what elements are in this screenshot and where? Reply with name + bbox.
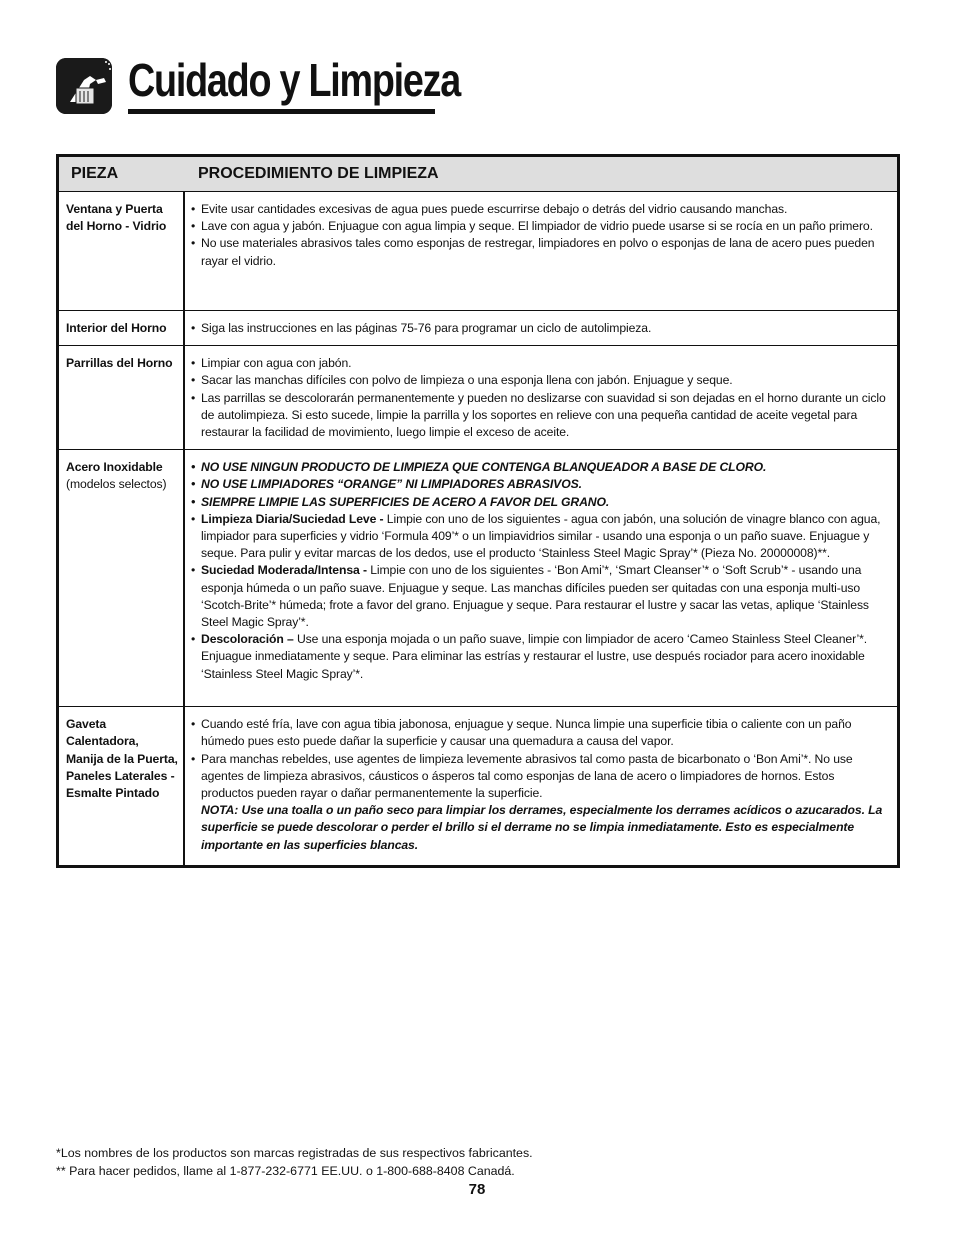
procedure-text: Limpie con uno de los siguientes - ‘Bon Ami’*, ‘Smart Cleanser’* o ‘Soft Scrub’* - usando una esponja húmeda o un paño suave. Enjuague y seque. Las manchas difíciles pueden ser quitadas con una esponja multi-uso ‘Scotch-Brite’* húmeda; frote a favor del grano. Enjuague y seque. Para restaurar el lustre y sacar las vetas, aplique ‘Stainless Steel Magic Spray’*. [201, 563, 869, 630]
procedure-item: • Lave con agua y jabón. Enjuague con agua limpia y seque. El limpiador de vidrio puede usarse si se rocía en un paño primero. [191, 218, 889, 235]
procedure-item [191, 511, 889, 563]
table-header-row [58, 156, 899, 192]
table-row [58, 192, 899, 311]
page-number: 78 [468, 1181, 486, 1198]
procedure-item: • Para manchas rebeldes, use agentes de limpieza levemente abrasivos tal como pasta de bicarbonato o ‘Bon Ami’*. No use agentes de limpieza abrasivos, cáusticos o ásperos tal como esponjas de lana de acero o limpiadores de hornos. Estos productos pueden rayar o dañar permanentemente la superficie. [191, 751, 889, 803]
part-name: Ventana y Puerta del Horno - Vidrio [58, 192, 185, 311]
procedure-item: • Evite usar cantidades excesivas de agua pues puede escurrirse debajo o detrás del vidrio causando manchas. [191, 201, 889, 218]
procedure-item: • Sacar las manchas difíciles con polvo de limpieza o una esponja llena con jabón. Enjuague y seque. [191, 372, 889, 389]
warning-item: • NO USE LIMPIADORES “ORANGE” NI LIMPIADORES ABRASIVOS. [191, 476, 889, 493]
procedure-item: • Limpiar con agua con jabón. [191, 355, 889, 372]
cleaning-table [56, 154, 900, 868]
column-header-procedure: PROCEDIMIENTO DE LIMPIEZA [184, 156, 899, 192]
part-name: Interior del Horno [58, 311, 185, 346]
procedure-cell [184, 311, 899, 346]
footnote: *Los nombres de los productos son marcas registradas de sus respectivos fabricantes. [56, 1146, 533, 1160]
part-name: Acero Inoxidable [66, 460, 163, 475]
procedure-cell [184, 192, 899, 311]
table-row [58, 346, 899, 450]
footnote: ** Para hacer pedidos, llame al 1-877-232-6771 EE.UU. o 1-800-688-8408 Canadá. [56, 1163, 515, 1178]
part-name: Gaveta Calentadora, Manija de la Puerta, Paneles Laterales - Esmalte Pintado [58, 707, 185, 867]
procedure-item [191, 562, 889, 631]
procedure-item: • Cuando esté fría, lave con agua tibia jabonosa, enjuague y seque. Nunca limpie una superficie tibia o caliente con un paño húmedo pues esto puede dañar la superficie y causar una quemadura a causa del vapor. [191, 716, 889, 750]
procedure-cell [184, 707, 899, 867]
procedure-cell [184, 346, 899, 450]
procedure-cell [184, 450, 899, 707]
procedure-item: • Siga las instrucciones en las páginas 75-76 para programar un ciclo de autolimpieza. [191, 320, 889, 337]
procedure-lead: Descoloración – [201, 632, 294, 647]
part-cell [58, 450, 185, 707]
warning-item: • NO USE NINGUN PRODUCTO DE LIMPIEZA QUE CONTENGA BLANQUEADOR A BASE DE CLORO. [191, 459, 889, 476]
procedure-note: NOTA: Use una toalla o un paño seco para limpiar los derrames, especialmente los derrames acídicos o azucarados. La superficie se puede descolorar o perder el brillo si el derrame no se limpia inmediatamente. Esto es especialmente importante en las superficies blancas. [201, 803, 883, 852]
part-name: Parrillas del Horno [58, 346, 185, 450]
procedure-lead: Suciedad Moderada/Intensa - [201, 563, 367, 578]
procedure-item: • No use materiales abrasivos tales como esponjas de restregar, limpiadores en polvo o esponjas de lana de acero pues pueden rayar el vidrio. [191, 235, 889, 269]
part-note: (modelos selectos) [66, 477, 167, 492]
spray-bottle-icon [56, 58, 112, 114]
footnotes [56, 1145, 533, 1180]
procedure-item [191, 631, 889, 683]
procedure-lead: Limpieza Diaria/Suciedad Leve - [201, 511, 384, 526]
warning-item: • SIEMPRE LIMPIE LAS SUPERFICIES DE ACERO A FAVOR DEL GRANO. [191, 494, 889, 511]
page-title: Cuidado y Limpieza [128, 54, 461, 106]
table-row [58, 707, 899, 867]
table-row [58, 311, 899, 346]
procedure-text: Use una esponja mojada o un paño suave, limpie con limpiador de acero ‘Cameo Stainless Steel Cleaner’*. Enjuague inmediatamente y seque. Para eliminar las estrías y restaurar el lustre, use después rociador para acero inoxidable ‘Stainless Steel Magic Spray’*. [201, 632, 868, 681]
column-header-part: PIEZA [58, 156, 185, 192]
procedure-text: Limpie con uno de los siguientes - agua con jabón, una solución de vinagre blanco con agua, limpiador para superficies y vidrio ‘Formula 409’* o un limpiavidrios similar - usando una esponja o un paño suave. Enjuague y seque. Para pulir y evitar marcas de los dedos, use el producto ‘Stainless Steel Magic Spray’* (Pieza No. 20000008)**. [201, 511, 881, 561]
procedure-item: • Las parrillas se descolorarán permanentemente y pueden no deslizarse con suavidad si son dejadas en el horno durante un ciclo de autolimpieza. Si esto sucede, limpie la parrilla y los soportes en relieve con una pequeña cantidad de aceite vegetal para restaurar la facilidad de movimiento, luego limpie el exceso de aceite. [191, 390, 889, 442]
table-row [58, 450, 899, 707]
title-underline [128, 109, 435, 114]
